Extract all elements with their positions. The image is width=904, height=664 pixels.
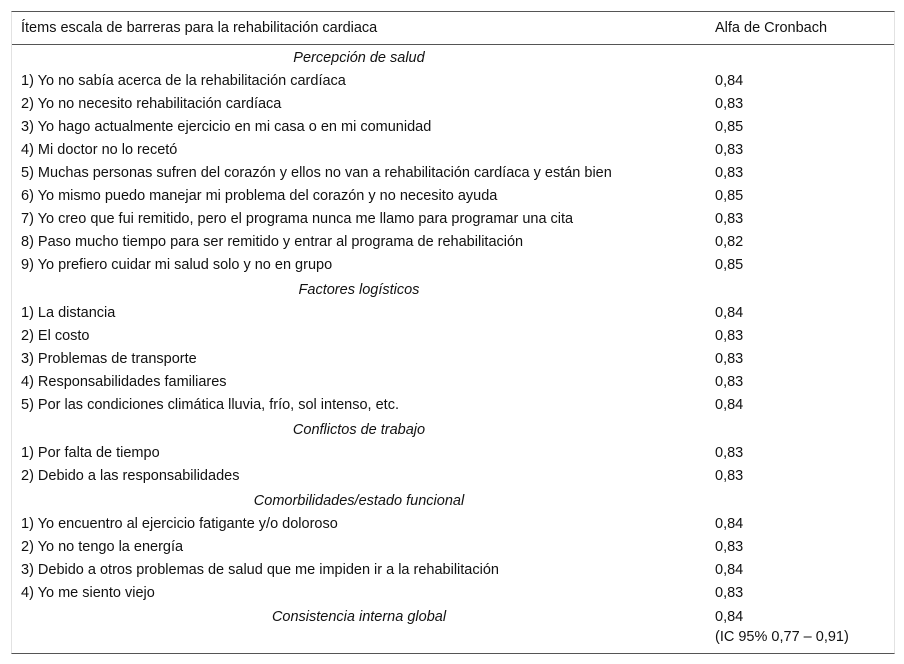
- table-header: [12, 12, 894, 45]
- header-items: Ítems escala de barreras para la rehabilitación cardiaca: [12, 12, 706, 45]
- item-text: 4) Yo me siento viejo: [21, 585, 155, 601]
- section-empty-cell: [706, 45, 894, 71]
- table-row: [12, 582, 894, 605]
- section-empty-cell: [706, 277, 894, 302]
- reliability-table-container: [11, 11, 895, 654]
- table-row: [12, 208, 894, 231]
- item-alpha: 0,83: [715, 142, 744, 158]
- header-row: [12, 12, 894, 45]
- item-text: 8) Paso mucho tiempo para ser remitido y entrar al programa de rehabilitación: [21, 234, 524, 250]
- item-text: 3) Yo hago actualmente ejercicio en mi casa o en mi comunidad: [21, 119, 432, 135]
- table-row: [12, 185, 894, 208]
- item-text: 4) Responsabilidades familiares: [21, 374, 227, 390]
- table-row: [12, 371, 894, 394]
- item-text: 2) El costo: [21, 328, 90, 344]
- table-row: [12, 302, 894, 325]
- item-alpha: 0,83: [715, 96, 744, 112]
- section-empty-cell: [706, 488, 894, 513]
- item-alpha: 0,83: [715, 165, 744, 181]
- global-label: Consistencia interna global: [271, 609, 447, 625]
- global-alpha: 0,84: [715, 609, 744, 625]
- table-row: [12, 465, 894, 488]
- item-text: 6) Yo mismo puedo manejar mi problema del corazón y no necesito ayuda: [21, 188, 498, 204]
- item-text: 7) Yo creo que fui remitido, pero el programa nunca me llamo para programar una cita: [21, 211, 574, 227]
- item-alpha: 0,83: [715, 351, 744, 367]
- section-row: [12, 417, 894, 442]
- item-alpha: 0,84: [715, 516, 744, 532]
- item-text: 4) Mi doctor no lo recetó: [21, 142, 178, 158]
- item-alpha: 0,84: [715, 305, 744, 321]
- table-row: [12, 254, 894, 277]
- section-empty-cell: [706, 417, 894, 442]
- item-alpha: 0,82: [715, 234, 744, 250]
- table-row: [12, 116, 894, 139]
- table-row: [12, 559, 894, 582]
- item-text: 1) La distancia: [21, 305, 116, 321]
- item-alpha: 0,83: [715, 539, 744, 555]
- item-alpha: 0,85: [715, 119, 744, 135]
- global-consistency-row: [12, 605, 894, 653]
- item-alpha: 0,84: [715, 562, 744, 578]
- item-text: 5) Muchas personas sufren del corazón y ellos no van a rehabilitación cardíaca y están bien: [21, 165, 612, 181]
- item-text: 3) Problemas de transporte: [21, 351, 197, 367]
- section-title: Conflictos de trabajo: [292, 421, 426, 438]
- item-text: 9) Yo prefiero cuidar mi salud solo y no en grupo: [21, 257, 333, 273]
- item-text: 1) Yo no sabía acerca de la rehabilitación cardíaca: [21, 73, 346, 89]
- item-alpha: 0,84: [715, 73, 744, 89]
- item-text: 1) Yo encuentro al ejercicio fatigante y/o doloroso: [21, 516, 338, 532]
- table-row: [12, 348, 894, 371]
- item-alpha: 0,83: [715, 374, 744, 390]
- table-row: [12, 139, 894, 162]
- item-text: 2) Yo no necesito rehabilitación cardíaca: [21, 96, 282, 112]
- item-text: 5) Por las condiciones climática lluvia, frío, sol intenso, etc.: [21, 397, 399, 413]
- global-value: [706, 605, 894, 653]
- table-row: [12, 325, 894, 348]
- table-body: [12, 45, 894, 654]
- table-row: [12, 93, 894, 116]
- reliability-table: [12, 12, 894, 653]
- item-text: 3) Debido a otros problemas de salud que me impiden ir a la rehabilitación: [21, 562, 499, 578]
- global-confidence-interval: (IC 95% 0,77 – 0,91): [715, 629, 849, 645]
- section-row: [12, 45, 894, 71]
- item-text: 1) Por falta de tiempo: [21, 445, 160, 461]
- section-title: Percepción de salud: [293, 49, 425, 66]
- table-row: [12, 442, 894, 465]
- table-row: [12, 70, 894, 93]
- item-alpha: 0,85: [715, 257, 744, 273]
- table-row: [12, 513, 894, 536]
- table-row: [12, 394, 894, 417]
- section-title: Factores logísticos: [298, 281, 420, 298]
- item-text: 2) Debido a las responsabilidades: [21, 468, 240, 484]
- item-text: 2) Yo no tengo la energía: [21, 539, 184, 555]
- table-row: [12, 536, 894, 559]
- section-row: [12, 277, 894, 302]
- header-cronbach-alpha: Alfa de Cronbach: [706, 12, 894, 45]
- item-alpha: 0,84: [715, 397, 744, 413]
- item-alpha: 0,83: [715, 445, 744, 461]
- item-alpha: 0,83: [715, 468, 744, 484]
- table-row: [12, 231, 894, 254]
- section-title: Comorbilidades/estado funcional: [253, 492, 465, 509]
- item-alpha: 0,85: [715, 188, 744, 204]
- item-alpha: 0,83: [715, 585, 744, 601]
- item-alpha: 0,83: [715, 328, 744, 344]
- section-row: [12, 488, 894, 513]
- table-row: [12, 162, 894, 185]
- item-alpha: 0,83: [715, 211, 744, 227]
